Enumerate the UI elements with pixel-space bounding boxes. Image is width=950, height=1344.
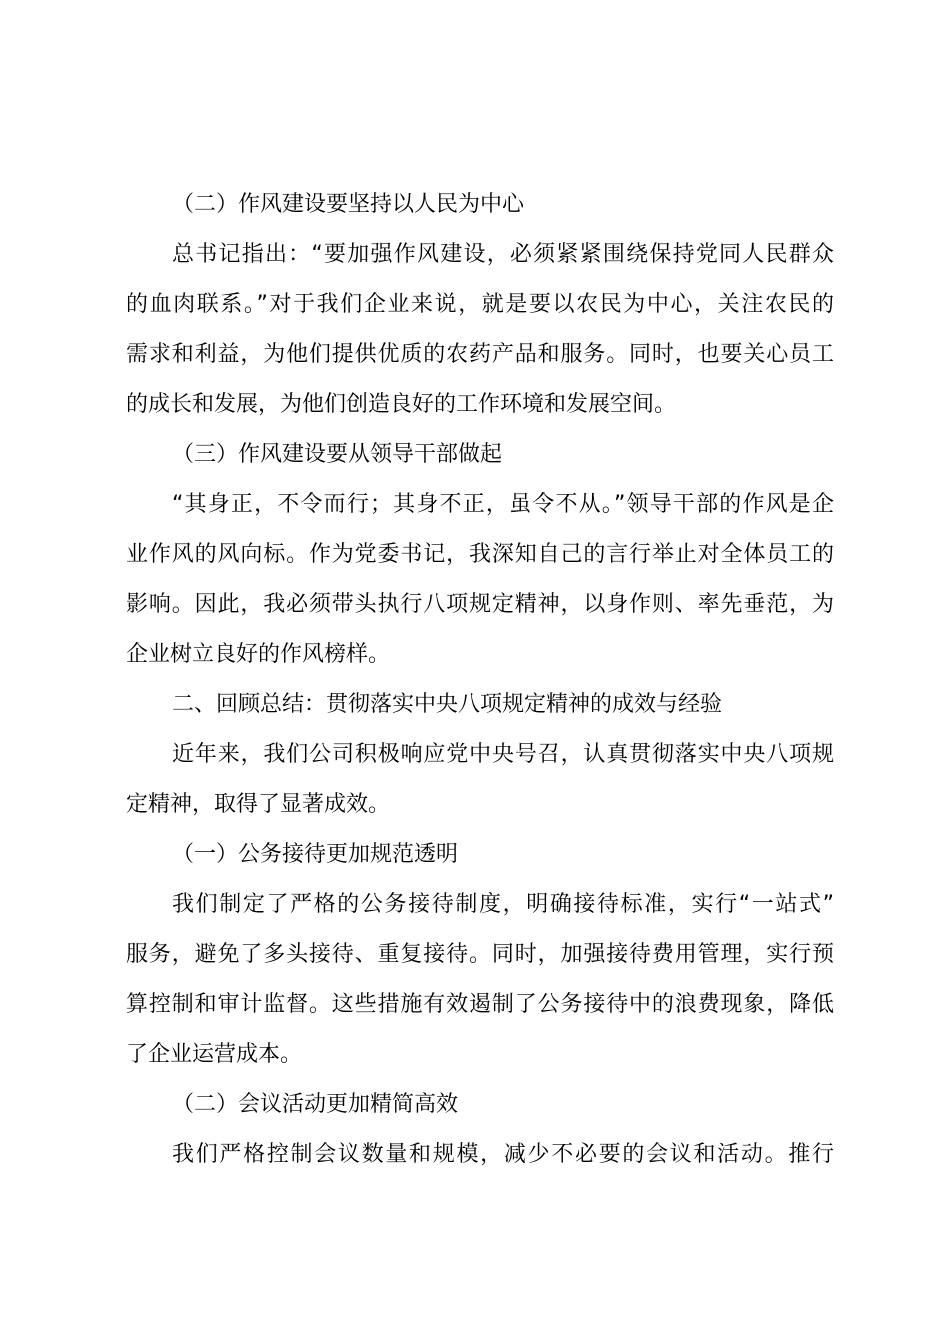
paragraph-line-13: 定精神，取得了显著成效。 <box>126 792 391 817</box>
paragraph-line-12: 近年来，我们公司积极响应党中央号召，认真贯彻落实中央八项规 <box>172 742 834 767</box>
heading-line-1: （二）作风建设要坚持以人民为中心 <box>172 192 525 217</box>
paragraph-line-20: 我们严格控制会议数量和规模，减少不必要的会议和活动。推行 <box>172 1142 834 1167</box>
paragraph-line-7: “其身正，不令而行；其身不正，虽令不从。”领导干部的作风是企 <box>172 492 834 517</box>
paragraph-line-18: 了企业运营成本。 <box>126 1042 303 1067</box>
paragraph-line-8: 业作风的风向标。作为党委书记，我深知自己的言行举止对全体员工的 <box>126 542 834 567</box>
heading-line-14: （一）公务接待更加规范透明 <box>172 842 459 867</box>
paragraph-line-9: 影响。因此，我必须带头执行八项规定精神，以身作则、率先垂范，为 <box>126 592 834 617</box>
section-heading-line-11: 二、回顾总结：贯彻落实中央八项规定精神的成效与经验 <box>172 692 723 717</box>
paragraph-line-2: 总书记指出：“要加强作风建设，必须紧紧围绕保持党同人民群众 <box>172 242 834 267</box>
heading-line-6: （三）作风建设要从领导干部做起 <box>172 442 503 467</box>
paragraph-line-10: 企业树立良好的作风榜样。 <box>126 642 391 667</box>
paragraph-line-16: 服务，避免了多头接待、重复接待。同时，加强接待费用管理，实行预 <box>126 942 834 967</box>
paragraph-line-15: 我们制定了严格的公务接待制度，明确接待标准，实行“一站式” <box>172 892 834 917</box>
heading-line-19: （二）会议活动更加精简高效 <box>172 1092 459 1117</box>
paragraph-line-3: 的血肉联系。”对于我们企业来说，就是要以农民为中心，关注农民的 <box>126 292 834 317</box>
paragraph-line-5: 的成长和发展，为他们创造良好的工作环境和发展空间。 <box>126 392 677 417</box>
paragraph-line-17: 算控制和审计监督。这些措施有效遏制了公务接待中的浪费现象，降低 <box>126 992 834 1017</box>
paragraph-line-4: 需求和利益，为他们提供优质的农药产品和服务。同时，也要关心员工 <box>126 342 834 367</box>
